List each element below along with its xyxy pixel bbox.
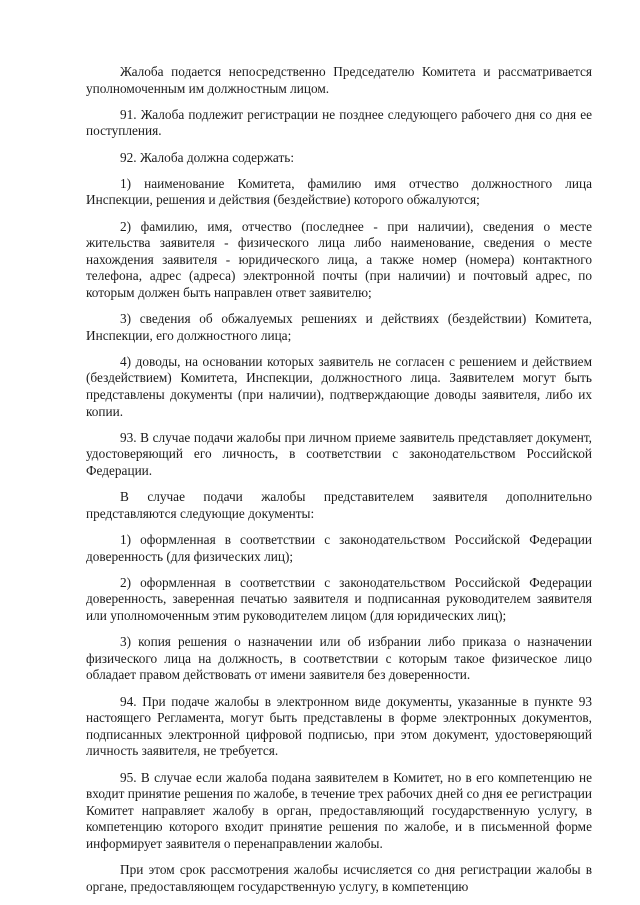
paragraph-92: 92. Жалоба должна содержать:: [120, 149, 295, 165]
paragraph-93-item-2: 2) оформленная в соответствии с законодательством Российской Федерации доверенность, заверенная печатью заявителя и подписанная руководителем заявителя или уполномоченным этим руководителем лицом (для юридических лиц);: [86, 574, 592, 623]
paragraph-92-item-1: 1) наименование Комитета, фамилию имя отчество должностного лица Инспекции, решения и действия (бездействие) которого обжалуются;: [86, 175, 592, 208]
paragraph-93-item-3: 3) копия решения о назначении или об избрании либо приказа о назначении физического лица на должность, в соответствии с которым такое физическое лицо обладает правом действовать от имени заявителя без доверенности.: [86, 634, 592, 683]
paragraph-93: 93. В случае подачи жалобы при личном приеме заявитель представляет документ, удостоверяющий его личность, в соответствии с законодательством Российской Федерации.: [86, 429, 592, 479]
paragraph-92-item-4: 4) доводы, на основании которых заявитель не согласен с решением и действием (бездействием) Комитета, Инспекции, должностного лица. Заявителем могут быть представлены документы (при наличии), подтверждающие доводы заявителя, либо их копии.: [86, 353, 592, 419]
paragraph-93-item-1: 1) оформленная в соответствии с законодательством Российской Федерации доверенность (для физических лиц);: [86, 532, 592, 564]
paragraph-95: 95. В случае если жалоба подана заявителем в Комитет, но в его компетенцию не входит принятие решения по жалобе, в течение трех рабочих дней со дня ее регистрации Комитет направляет жалобу в орган, предоставляющий государственную услугу, в компетенцию которого входит принятие решения по жалобе, и в письменной форме информирует заявителя о перенаправлении жалобы.: [86, 769, 592, 851]
paragraph-94: 94. При подаче жалобы в электронном виде документы, указанные в пункте 93 настоящего Регламента, могут быть представлены в форме электронных документов, подписанных электронной цифровой подписью, при этом документ, удостоверяющий личность заявителя, не требуется.: [86, 693, 592, 759]
paragraph-91: 91. Жалоба подлежит регистрации не позднее следующего рабочего дня со дня ее поступления.: [86, 106, 592, 139]
paragraph-92-item-3: 3) сведения об обжалуемых решениях и действиях (бездействии) Комитета, Инспекции, его должностного лица;: [86, 311, 592, 343]
document-page: [86, 64, 592, 895]
paragraph-93-representative: В случае подачи жалобы представителем заявителя дополнительно представляются следующие документы:: [86, 489, 592, 521]
paragraph-95-term: При этом срок рассмотрения жалобы исчисляется со дня регистрации жалобы в органе, предоставляющем государственную услугу, в компетенцию: [86, 862, 592, 894]
paragraph-92-item-2: 2) фамилию, имя, отчество (последнее - при наличии), сведения о месте жительства заявителя - физического лица либо наименование, сведения о месте нахождения заявителя - юридического лица, а также номер (номера) контактного телефона, адрес (адреса) электронной почты (при наличии) и почтовый адрес, по которым должен быть направлен ответ заявителю;: [86, 218, 592, 300]
paragraph-complaint-submission: Жалоба подается непосредственно Председателю Комитета и рассматривается уполномоченным им должностным лицом.: [86, 64, 592, 96]
